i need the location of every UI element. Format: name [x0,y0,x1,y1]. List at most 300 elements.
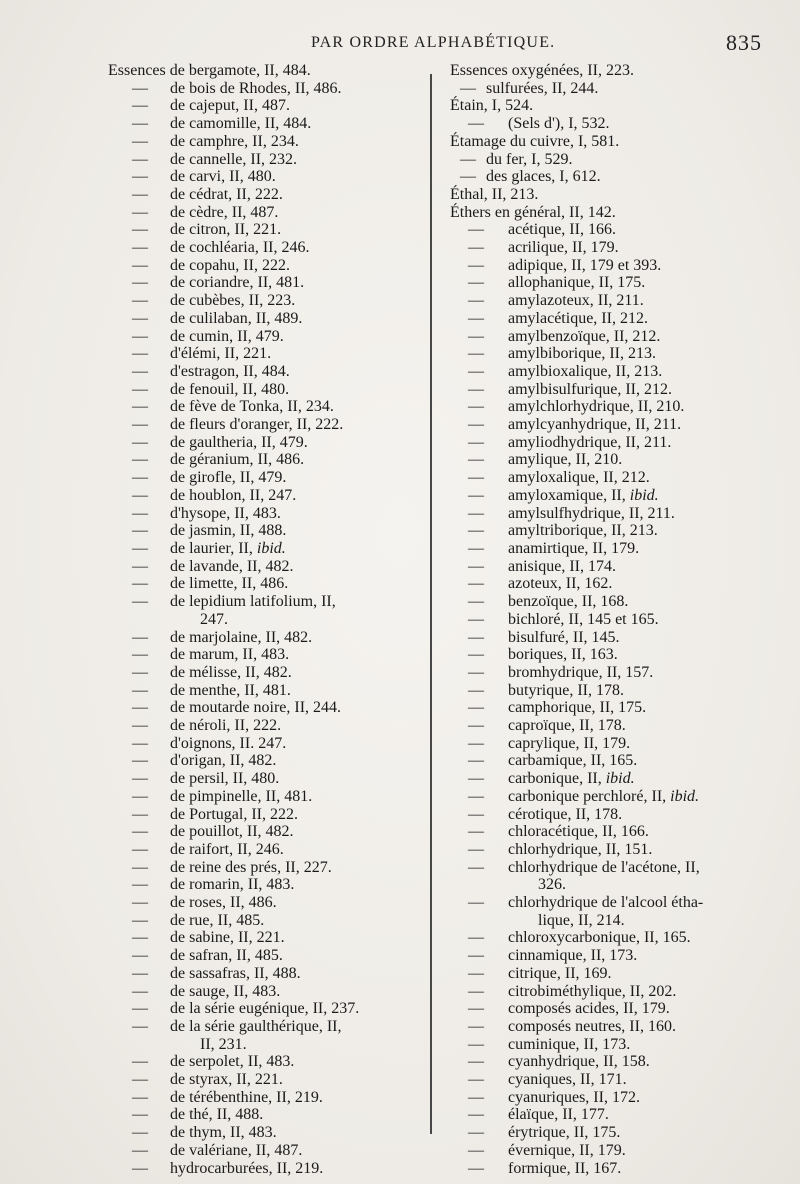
ditto-dash: — [468,1159,484,1177]
ditto-dash: — [132,504,148,522]
ditto-dash: — [132,1017,148,1035]
ditto-dash: — [132,734,148,752]
entry-text: d'estragon, II, 484. [170,362,290,380]
index-entry [450,1089,770,1107]
entry-text: de thym, II, 483. [170,1124,277,1142]
entry-text: de gaultheria, II, 479. [170,433,308,451]
index-entry [108,947,426,965]
ditto-dash: — [468,663,484,681]
index-entry [108,806,426,824]
ditto-dash: — [468,628,484,646]
ditto-dash: — [132,79,148,97]
index-entry [450,292,770,310]
index-entry [108,841,426,859]
entry-text: de cochléaria, II, 246. [170,239,310,257]
index-entry [108,912,426,930]
ditto-dash: — [132,1106,148,1124]
entry-text: d'oignons, II. 247. [170,734,287,752]
entry-text: amylazoteux, II, 211. [508,292,644,310]
index-entry [450,859,770,894]
entry-text: de fève de Tonka, II, 234. [170,398,334,416]
ditto-dash: — [468,894,484,912]
entry-text: de houblon, II, 247. [170,486,297,504]
ditto-dash: — [468,115,484,133]
entry-text: de valériane, II, 487. [170,1141,303,1159]
ditto-dash: — [132,362,148,380]
ditto-dash: — [468,752,484,770]
entry-text: de pouillot, II, 482. [170,823,294,841]
ditto-dash: — [132,1071,148,1089]
index-entry [108,345,426,363]
entry-text: allophanique, II, 175. [508,274,646,292]
index-entry [108,363,426,381]
ditto-dash: — [132,1053,148,1071]
ditto-dash: — [132,309,148,327]
ditto-dash: — [460,168,476,186]
entry-text: benzoïque, II, 168. [508,593,629,611]
index-entry [108,451,426,469]
entry-text: cyanuriques, II, 172. [508,1088,640,1106]
entry-text: butyrique, II, 178. [508,681,624,699]
index-entry [108,735,426,753]
entry-text: amyloxalique, II, 212. [508,469,650,487]
ditto-dash: — [468,469,484,487]
entry-text: carbonique perchloré, II, ibid. [508,787,700,805]
entry-text: sulfurées, II, 244. [486,79,599,97]
index-entry [450,540,770,558]
entry-text: de reine des prés, II, 227. [170,858,332,876]
ditto-dash: — [132,327,148,345]
entry-text: de lepidium latifolium, II, [170,593,336,611]
ditto-dash: — [132,1141,148,1159]
running-title: PAR ORDRE ALPHABÉTIQUE. [311,34,556,51]
index-entry [450,505,770,523]
entry-text: bichloré, II, 145 et 165. [508,610,659,628]
entry-text: de lavande, II, 482. [170,557,294,575]
ditto-dash: — [132,185,148,203]
index-entry [108,1160,426,1178]
entry-text: amylbisulfurique, II, 212. [508,380,672,398]
index-entry [108,664,426,682]
entry-text: de camphre, II, 234. [170,132,299,150]
entry-text: composés neutres, II, 160. [508,1017,676,1035]
ditto-dash: — [468,292,484,310]
index-entry [108,575,426,593]
index-entry [108,239,426,257]
ditto-dash: — [468,362,484,380]
index-entry [450,1036,770,1054]
index-entry [108,221,426,239]
index-entry [450,239,770,257]
ditto-dash: — [132,239,148,257]
ditto-dash: — [132,486,148,504]
ditto-dash: — [132,433,148,451]
entry-text: de fleurs d'oranger, II, 222. [170,416,344,434]
index-entry [108,558,426,576]
index-entry [108,629,426,647]
entry-text: amylique, II, 210. [508,451,623,469]
ditto-dash: — [468,539,484,557]
ditto-dash: — [468,274,484,292]
ditto-dash: — [132,1124,148,1142]
entry-text: d'hysope, II, 483. [170,504,281,522]
index-entry [108,965,426,983]
entry-text: composés acides, II, 179. [508,1000,670,1018]
index-entry [108,540,426,558]
entry-text: de moutarde noire, II, 244. [170,699,342,717]
entry-text: caprylique, II, 179. [508,734,631,752]
ditto-dash: — [460,150,476,168]
index-entry [450,664,770,682]
entry-text: de girofle, II, 479. [170,469,287,487]
ditto-dash: — [468,345,484,363]
index-entry [108,1142,426,1160]
entry-text: chlorhydrique, II, 151. [508,840,653,858]
entry-text: amyliodhydrique, II, 211. [508,433,672,451]
entry-text: de copahu, II, 222. [170,256,290,274]
index-entry [450,1106,770,1124]
ditto-dash: — [468,805,484,823]
entry-text: Essences oxygénées, II, 223. [450,62,634,79]
entry-text: de bois de Rhodes, II, 486. [170,79,342,97]
ditto-dash: — [468,858,484,876]
entry-text: amylacétique, II, 212. [508,309,648,327]
ditto-dash: — [468,1106,484,1124]
ditto-dash: — [132,1159,148,1177]
index-entry [450,381,770,399]
index-entry [108,1018,426,1053]
index-entry [108,62,426,80]
index-entry [108,133,426,151]
entry-text: amyloxamique, II, ibid. [508,486,659,504]
index-entry [450,841,770,859]
index-entry [108,823,426,841]
entry-text: adipique, II, 179 et 393. [508,256,662,274]
entry-text: amylchlorhydrique, II, 210. [508,398,685,416]
entry-text: de géranium, II, 486. [170,451,305,469]
index-entry [450,363,770,381]
index-entry [450,328,770,346]
ditto-dash: — [132,1000,148,1018]
entry-text: amyltriborique, II, 213. [508,522,658,540]
ditto-dash: — [132,699,148,717]
ditto-dash: — [468,1035,484,1053]
entry-text: de citron, II, 221. [170,221,282,239]
index-entry [108,1053,426,1071]
entry-text: de serpolet, II, 483. [170,1053,295,1071]
ditto-dash: — [132,380,148,398]
ditto-dash: — [132,823,148,841]
index-entry [450,274,770,292]
index-entry [450,983,770,1001]
entry-text: de styrax, II, 221. [170,1071,283,1089]
index-entry [450,1142,770,1160]
entry-text: acrilique, II, 179. [508,239,619,257]
ditto-dash: — [132,345,148,363]
entry-text: Éthal, II, 213. [450,185,539,203]
index-entry [108,699,426,717]
index-entry [450,717,770,735]
ditto-dash: — [468,451,484,469]
entry-text: de sauge, II, 483. [170,982,281,1000]
index-column-left [108,62,426,1177]
entry-text: de cajeput, II, 487. [170,97,290,115]
ditto-dash: — [132,416,148,434]
index-entry [108,770,426,788]
ditto-dash: — [132,451,148,469]
ditto-dash: — [132,557,148,575]
index-entry [108,398,426,416]
ditto-dash: — [132,575,148,593]
entry-text: de romarin, II, 483. [170,876,295,894]
index-entry [450,310,770,328]
ditto-dash: — [132,947,148,965]
entry-text: bromhydrique, II, 157. [508,663,654,681]
ditto-dash: — [132,911,148,929]
entry-text: Étain, I, 524. [450,97,534,115]
entry-text: de sassafras, II, 488. [170,964,301,982]
entry-text: bisulfuré, II, 145. [508,628,620,646]
index-entry [450,1160,770,1178]
ditto-dash: — [468,416,484,434]
ditto-dash: — [132,115,148,133]
index-entry [108,646,426,664]
ditto-dash: — [132,681,148,699]
ditto-dash: — [132,929,148,947]
entry-text: d'élémi, II, 221. [170,345,272,363]
index-entry [450,80,770,98]
index-entry [108,1106,426,1124]
index-entry [108,859,426,877]
ditto-dash: — [460,79,476,97]
index-entry [450,1053,770,1071]
entry-text: caproïque, II, 178. [508,717,626,735]
entry-text: de pimpinelle, II, 481. [170,787,313,805]
entry-text: des glaces, I, 612. [486,168,601,186]
entry-text: anisique, II, 174. [508,557,616,575]
entry-text: cuminique, II, 173. [508,1035,631,1053]
entry-text: cyanhydrique, II, 158. [508,1053,650,1071]
entry-continuation: lique, II, 214. [538,911,625,929]
index-entry [108,788,426,806]
ditto-dash: — [468,575,484,593]
entry-text: amylbenzoïque, II, 212. [508,327,661,345]
index-entry [108,1089,426,1107]
entry-text: de cèdre, II, 487. [170,203,279,221]
entry-text: anamirtique, II, 179. [508,539,640,557]
entry-text: de rue, II, 485. [170,911,265,929]
entry-text: de laurier, II, ibid. [170,539,286,557]
ditto-dash: — [468,1071,484,1089]
ditto-dash: — [132,168,148,186]
ditto-dash: — [132,770,148,788]
entry-text: (Sels d'), I, 532. [508,115,610,133]
index-entry [450,97,770,115]
index-entry [450,416,770,434]
ditto-dash: — [132,539,148,557]
entry-text: cyaniques, II, 171. [508,1071,627,1089]
ditto-dash: — [132,97,148,115]
index-entry [450,823,770,841]
ditto-dash: — [132,274,148,292]
index-entry [450,682,770,700]
index-entry [450,487,770,505]
index-entry [108,115,426,133]
entry-text: de sabine, II, 221. [170,929,285,947]
index-entry [450,522,770,540]
index-entry [450,115,770,133]
ditto-dash: — [132,398,148,416]
ditto-dash: — [468,1000,484,1018]
index-entry [108,1124,426,1142]
index-entry [108,292,426,310]
index-entry [108,1071,426,1089]
entry-text: amylbiborique, II, 213. [508,345,656,363]
index-entry [450,965,770,983]
entry-text: évernique, II, 179. [508,1141,626,1159]
index-entry [108,717,426,735]
ditto-dash: — [132,663,148,681]
ditto-dash: — [132,876,148,894]
entry-text: camphorique, II, 175. [508,699,647,717]
entry-text: Étamage du cuivre, I, 581. [450,132,620,150]
entry-text: cérotique, II, 178. [508,805,623,823]
entry-text: amylcyanhydrique, II, 211. [508,416,682,434]
index-entry [108,204,426,222]
ditto-dash: — [132,717,148,735]
entry-text: de camomille, II, 484. [170,115,312,133]
ditto-dash: — [132,203,148,221]
ditto-dash: — [468,734,484,752]
ditto-dash: — [468,557,484,575]
ditto-dash: — [132,805,148,823]
index-entry [450,221,770,239]
entry-text: acétique, II, 166. [508,221,616,239]
ditto-dash: — [468,787,484,805]
index-column-right [450,62,770,1177]
ditto-dash: — [468,823,484,841]
entry-text: de néroli, II, 222. [170,717,282,735]
index-entry [108,682,426,700]
ditto-dash: — [468,717,484,735]
ditto-dash: — [132,469,148,487]
ditto-dash: — [468,1053,484,1071]
entry-continuation: 326. [538,876,566,894]
ditto-dash: — [468,840,484,858]
index-entry [450,788,770,806]
index-entry [450,629,770,647]
ditto-dash: — [468,486,484,504]
entry-text: de thé, II, 488. [170,1106,264,1124]
entry-text: carbonique, II, ibid. [508,770,635,788]
ditto-dash: — [468,309,484,327]
ditto-dash: — [132,292,148,310]
index-entry [450,1071,770,1089]
entry-text: de culilaban, II, 489. [170,309,303,327]
entry-text: boriques, II, 163. [508,646,618,664]
entry-text: de coriandre, II, 481. [170,274,305,292]
ditto-dash: — [468,504,484,522]
ditto-dash: — [132,858,148,876]
index-entry [108,522,426,540]
entry-text: de marjolaine, II, 482. [170,628,313,646]
ditto-dash: — [468,681,484,699]
entry-text: chlorhydrique de l'alcool étha- [508,894,704,912]
index-entry [108,894,426,912]
ditto-dash: — [468,1088,484,1106]
ditto-dash: — [468,256,484,274]
index-entry [108,80,426,98]
entry-text: de limette, II, 486. [170,575,289,593]
index-entry [450,929,770,947]
index-entry [450,133,770,151]
ditto-dash: — [132,522,148,540]
index-entry [108,1000,426,1018]
ditto-dash: — [132,256,148,274]
index-entry [108,929,426,947]
ditto-dash: — [468,1017,484,1035]
column-divider [430,74,432,1134]
ditto-dash: — [468,947,484,965]
ditto-dash: — [132,1088,148,1106]
entry-text: de jasmin, II, 488. [170,522,287,540]
entry-text: de la série eugénique, II, 237. [170,1000,360,1018]
ditto-dash: — [468,380,484,398]
entry-text: de roses, II, 486. [170,894,277,912]
index-entry [450,186,770,204]
index-entry [108,257,426,275]
entry-text: Éthers en général, II, 142. [450,203,616,221]
ditto-dash: — [468,1141,484,1159]
index-entry [108,983,426,1001]
entry-text: de menthe, II, 481. [170,681,291,699]
index-entry [108,328,426,346]
ditto-dash: — [132,646,148,664]
index-entry [450,451,770,469]
index-entry [450,646,770,664]
entry-text: formique, II, 167. [508,1159,622,1177]
index-entry [450,575,770,593]
index-entry [450,558,770,576]
index-entry [108,752,426,770]
entry-text: amylsulfhydrique, II, 211. [508,504,675,522]
entry-text: Essences de bergamote, II, 484. [108,62,311,79]
entry-text: cinnamique, II, 173. [508,947,638,965]
ditto-dash: — [468,610,484,628]
entry-continuation: 247. [200,610,228,628]
running-header [0,30,800,60]
index-entry [450,1124,770,1142]
entry-text: citrobiméthylique, II, 202. [508,982,677,1000]
entry-text: chloroxycarbonique, II, 165. [508,929,691,947]
ditto-dash: — [468,327,484,345]
entry-text: élaïque, II, 177. [508,1106,609,1124]
entry-continuation: II, 231. [200,1035,247,1053]
ditto-dash: — [132,840,148,858]
entry-text: de Portugal, II, 222. [170,805,298,823]
index-entry [108,469,426,487]
ditto-dash: — [468,770,484,788]
index-entry [450,151,770,169]
entry-text: amylbioxalique, II, 213. [508,362,663,380]
entry-text: de persil, II, 480. [170,770,280,788]
ditto-dash: — [132,628,148,646]
entry-text: de marum, II, 483. [170,646,290,664]
entry-text: de cubèbes, II, 223. [170,292,296,310]
index-entry [450,770,770,788]
index-entry [108,186,426,204]
entry-text: d'origan, II, 482. [170,752,277,770]
